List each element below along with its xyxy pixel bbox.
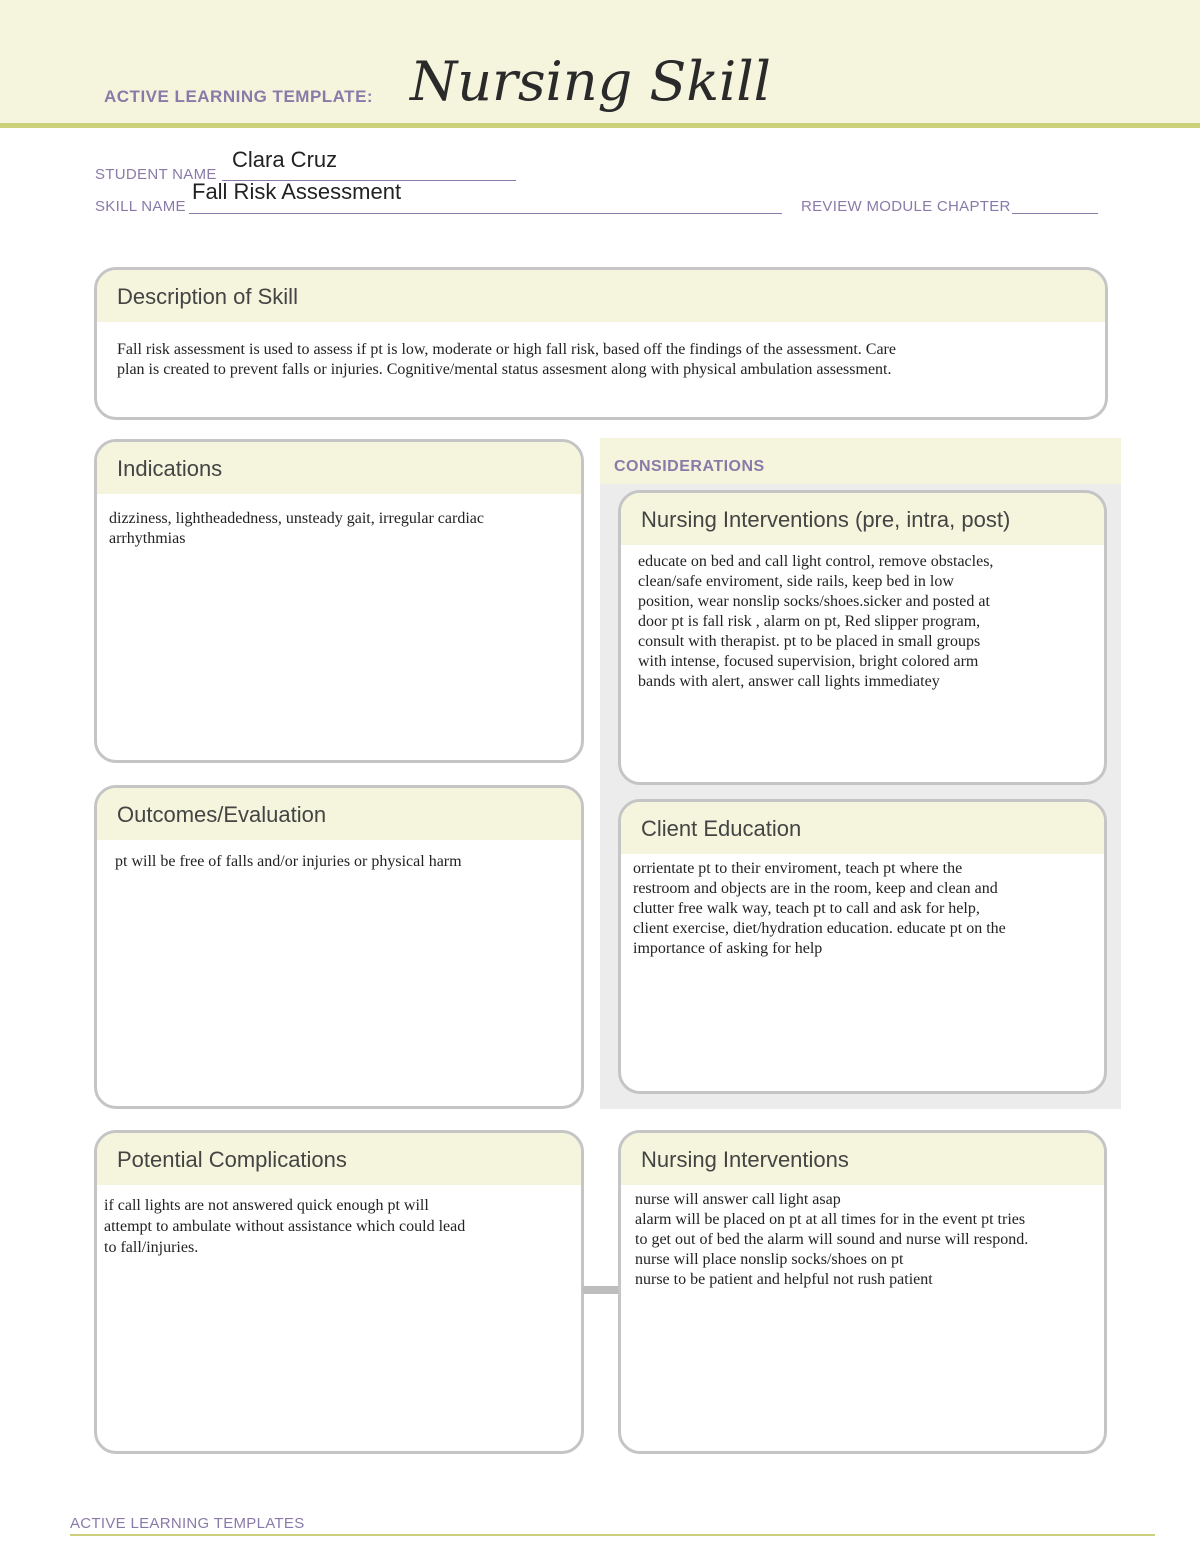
header-rule bbox=[0, 123, 1200, 128]
client-education-title: Client Education bbox=[621, 802, 1104, 854]
review-module-line[interactable] bbox=[1012, 213, 1098, 214]
skill-name-label: SKILL NAME bbox=[95, 198, 186, 215]
nursing-interventions-box bbox=[618, 1130, 1107, 1454]
review-module-label: REVIEW MODULE CHAPTER bbox=[801, 198, 1011, 215]
nursing-interventions-pre-intra-post-box bbox=[618, 490, 1107, 785]
client-education-text: orrientate pt to their enviroment, teach pt where the restroom and objects are in the room, keep and clean and clutter free walk way, teach pt to call and ask for help, client exercise, diet/hydration education. educate pt on the importance of asking for help bbox=[633, 860, 1006, 957]
template-label: ACTIVE LEARNING TEMPLATE: bbox=[104, 87, 374, 106]
description-text: Fall risk assessment is used to assess if pt is low, moderate or high fall risk, based off the findings of the assessment. Care plan is created to prevent falls or injuries. Cognitive/mental status assesment along with physical ambulation assessment. bbox=[117, 341, 896, 378]
outcomes-box bbox=[94, 785, 584, 1109]
outcomes-title: Outcomes/Evaluation bbox=[97, 788, 581, 840]
nursing-interventions-pre-intra-post-title: Nursing Interventions (pre, intra, post) bbox=[621, 493, 1104, 545]
complications-title: Potential Complications bbox=[97, 1133, 581, 1185]
skill-name-line bbox=[189, 213, 782, 214]
description-box bbox=[94, 267, 1108, 420]
nursing-interventions-title: Nursing Interventions bbox=[621, 1133, 1104, 1185]
connector-bar bbox=[583, 1286, 621, 1294]
complications-text: if call lights are not answered quick enough pt will attempt to ambulate without assistance which could lead to fall/injuries. bbox=[104, 1197, 466, 1256]
footer-label: ACTIVE LEARNING TEMPLATES bbox=[70, 1515, 305, 1532]
considerations-label: CONSIDERATIONS bbox=[614, 458, 765, 475]
complications-box bbox=[94, 1130, 584, 1454]
student-name-label: STUDENT NAME bbox=[95, 166, 217, 183]
skill-name-field[interactable]: Fall Risk Assessment bbox=[192, 179, 402, 204]
nursing-interventions-text: nurse will answer call light asap alarm will be placed on pt at all times for in the event pt tries to get out of bed the alarm will sound and nurse will respond. nurse will place nonslip socks/shoes on pt nurse to be patient and helpful not rush patient bbox=[635, 1191, 1029, 1288]
outcomes-text: pt will be free of falls and/or injuries or physical harm bbox=[115, 853, 462, 870]
indications-box bbox=[94, 439, 584, 763]
indications-title: Indications bbox=[97, 442, 581, 494]
student-name-field[interactable]: Clara Cruz bbox=[232, 147, 338, 172]
template-title: Nursing Skill bbox=[410, 50, 771, 113]
client-education-box bbox=[618, 799, 1107, 1094]
indications-text: dizziness, lightheadedness, unsteady gait, irregular cardiac arrhythmias bbox=[109, 510, 484, 547]
description-title: Description of Skill bbox=[97, 270, 1105, 322]
footer-rule bbox=[70, 1534, 1155, 1536]
nursing-interventions-pre-intra-post-text: educate on bed and call light control, remove obstacles, clean/safe enviroment, side rails, keep bed in low position, wear nonslip socks/shoes.sicker and posted at door pt is fall risk , alarm on pt, Red slipper program, consult with therapist. pt to be placed in small groups with intense, focused supervision, bright colored arm bands with alert, answer call lights immediatey bbox=[638, 553, 994, 690]
